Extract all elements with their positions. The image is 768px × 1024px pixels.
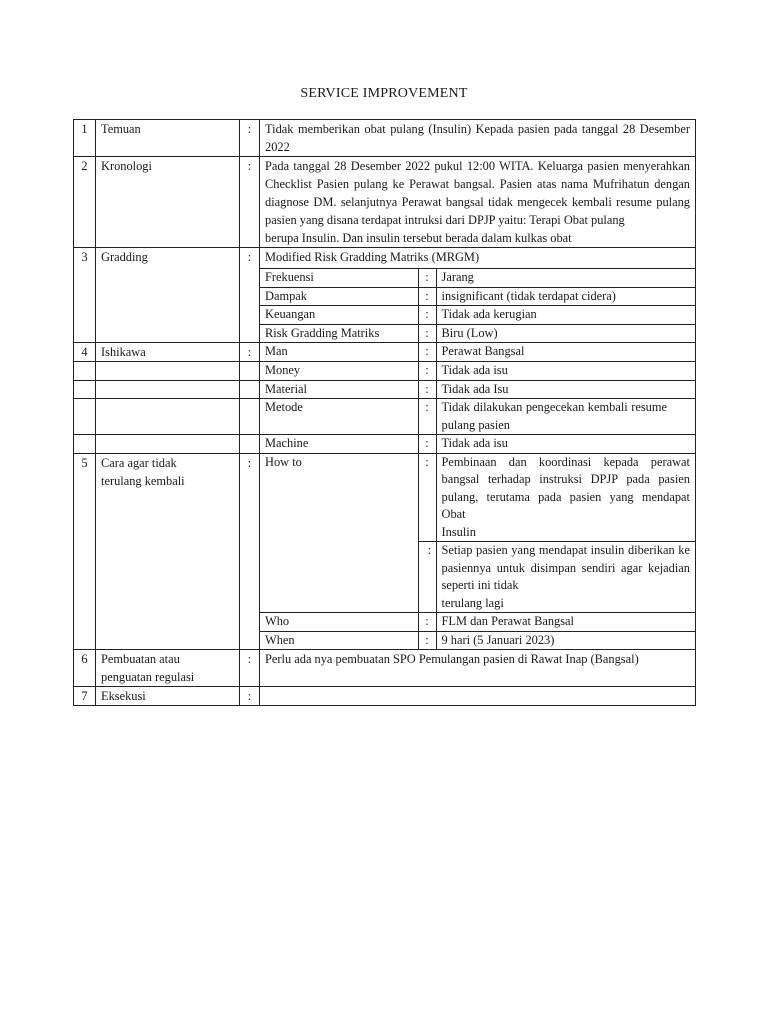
how-to-1-cell xyxy=(436,454,695,542)
row-number: 7 xyxy=(74,687,96,706)
how-to-2-cell xyxy=(436,542,695,613)
empty-cell xyxy=(96,380,240,399)
gradding-key: Frekuensi xyxy=(260,269,418,288)
separator: : xyxy=(418,613,436,632)
gradding-value: Tidak ada kerugian xyxy=(436,306,695,325)
empty-cell xyxy=(240,435,260,454)
ishikawa-value: Tidak ada Isu xyxy=(436,381,695,399)
how-to-1-text: Pembinaan dan koordinasi kepada perawat bangsal terhadap instruksi DPJP pada pasien pulang, terutama pada pasien yang mendapat Obat xyxy=(441,454,690,521)
row-number: 2 xyxy=(74,157,96,248)
separator: : xyxy=(418,542,436,613)
ishikawa-sub-table xyxy=(260,435,695,453)
separator: : xyxy=(418,269,436,288)
table-row-ishikawa-material xyxy=(74,380,696,399)
cara-cell xyxy=(260,453,696,650)
empty-cell xyxy=(96,399,240,435)
when-value: 9 hari (5 Januari 2023) xyxy=(436,631,695,649)
separator: : xyxy=(240,343,260,362)
how-to-2-text: Setiap pasien yang mendapat insulin diberikan ke pasiennya untuk disimpan sendiri agar kejadian seperti ini tidak xyxy=(441,543,690,592)
who-value: FLM dan Perawat Bangsal xyxy=(436,613,695,632)
ishikawa-cell xyxy=(260,399,696,435)
table-row-kronologi xyxy=(74,157,696,248)
row-label-cara: Cara agar tidak terulang kembali xyxy=(96,453,240,650)
table-row-pembuatan xyxy=(74,650,696,687)
separator: : xyxy=(240,453,260,650)
gradding-heading: Modified Risk Gradding Matriks (MRGM) xyxy=(265,250,480,264)
row-number: 6 xyxy=(74,650,96,687)
ishikawa-key: Money xyxy=(260,362,418,380)
separator: : xyxy=(240,157,260,248)
service-improvement-table xyxy=(73,119,696,706)
table-row-temuan xyxy=(74,120,696,157)
table-row-gradding xyxy=(74,248,696,343)
separator: : xyxy=(240,120,260,157)
gradding-key: Keuangan xyxy=(260,306,418,325)
separator: : xyxy=(418,454,436,542)
gradding-matrix-table xyxy=(260,268,695,342)
kronologi-value-last-line: berupa Insulin. Dan insulin tersebut berada dalam kulkas obat xyxy=(265,231,572,245)
empty-cell xyxy=(96,362,240,381)
empty-cell xyxy=(240,362,260,381)
ishikawa-value: Tidak ada isu xyxy=(436,362,695,380)
ishikawa-sub-table xyxy=(260,381,695,399)
row-label-kronologi: Kronologi xyxy=(96,157,240,248)
separator: : xyxy=(418,306,436,325)
empty-cell xyxy=(74,380,96,399)
when-row xyxy=(260,631,695,649)
row-label-eksekusi: Eksekusi xyxy=(96,687,240,706)
table-row-ishikawa-metode xyxy=(74,399,696,435)
gradding-value: Jarang xyxy=(436,269,695,288)
separator: : xyxy=(418,631,436,649)
empty-cell xyxy=(74,362,96,381)
ishikawa-row xyxy=(260,362,695,380)
table-row-ishikawa-machine xyxy=(74,435,696,454)
kronologi-value: Pada tanggal 28 Desember 2022 pukul 12:00 WITA. Keluarga pasien menyerahkan Checklist Pasien pulang ke Perawat bangsal. Pasien atas nama Mufrihatun dengan diagnose DM. selanjutnya Perawat bangsal tidak mengecek kembali resume pulang pasien yang disana terdapat intruksi dari DPJP yaitu: Terapi Obat pulang xyxy=(265,159,690,227)
ishikawa-sub-table xyxy=(260,399,695,434)
ishikawa-sub-table xyxy=(260,343,695,361)
empty-cell xyxy=(96,435,240,454)
gradding-row xyxy=(260,287,695,306)
table-row-ishikawa-money xyxy=(74,362,696,381)
ishikawa-cell xyxy=(260,380,696,399)
row-label-pembuatan: Pembuatan atau penguatan regulasi xyxy=(96,650,240,687)
separator: : xyxy=(418,362,436,380)
ishikawa-row xyxy=(260,381,695,399)
pembuatan-value: Perlu ada nya pembuatan SPO Pemulangan pasien di Rawat Inap (Bangsal) xyxy=(260,650,696,687)
row-label-temuan: Temuan xyxy=(96,120,240,157)
gradding-row xyxy=(260,269,695,288)
kronologi-cell xyxy=(260,157,696,248)
cara-sub-table xyxy=(260,454,695,650)
ishikawa-key: Machine xyxy=(260,435,418,453)
separator: : xyxy=(418,399,436,434)
document-title: SERVICE IMPROVEMENT xyxy=(300,86,468,101)
empty-cell xyxy=(74,435,96,454)
separator: : xyxy=(418,381,436,399)
separator: : xyxy=(240,687,260,706)
row-label-ishikawa: Ishikawa xyxy=(96,343,240,362)
table-row-ishikawa xyxy=(74,343,696,362)
how-to-2-last-line: terulang lagi xyxy=(441,595,504,610)
gradding-value: insignificant (tidak terdapat cidera) xyxy=(436,287,695,306)
ishikawa-cell xyxy=(260,362,696,381)
how-to-1-last-line: Insulin xyxy=(441,524,476,539)
who-row xyxy=(260,613,695,632)
gradding-row xyxy=(260,324,695,342)
how-to-row xyxy=(260,454,695,542)
separator: : xyxy=(418,324,436,342)
empty-cell xyxy=(240,399,260,435)
ishikawa-cell xyxy=(260,435,696,454)
row-number: 1 xyxy=(74,120,96,157)
empty-cell xyxy=(74,399,96,435)
table-row-eksekusi xyxy=(74,687,696,706)
ishikawa-key: Metode xyxy=(260,399,418,434)
eksekusi-value xyxy=(260,687,696,706)
row-number: 5 xyxy=(74,453,96,650)
ishikawa-key: Material xyxy=(260,381,418,399)
gradding-value: Biru (Low) xyxy=(436,324,695,342)
gradding-row xyxy=(260,306,695,325)
gradding-cell xyxy=(260,248,696,343)
ishikawa-cell xyxy=(260,343,696,362)
gradding-key: Dampak xyxy=(260,287,418,306)
how-to-label: How to xyxy=(260,454,418,613)
ishikawa-row xyxy=(260,435,695,453)
row-number: 3 xyxy=(74,248,96,343)
separator: : xyxy=(418,435,436,453)
ishikawa-value: Perawat Bangsal xyxy=(436,343,695,361)
ishikawa-row xyxy=(260,399,695,434)
table-row-cara xyxy=(74,453,696,650)
separator: : xyxy=(240,248,260,343)
ishikawa-row xyxy=(260,343,695,361)
separator: : xyxy=(240,650,260,687)
ishikawa-key: Man xyxy=(260,343,418,361)
when-label: When xyxy=(260,631,418,649)
separator: : xyxy=(418,343,436,361)
ishikawa-sub-table xyxy=(260,362,695,380)
ishikawa-value: Tidak ada isu xyxy=(436,435,695,453)
temuan-value: Tidak memberikan obat pulang (Insulin) Kepada pasien pada tanggal 28 Desember 2022 xyxy=(260,120,696,157)
gradding-key: Risk Gradding Matriks xyxy=(260,324,418,342)
row-label-gradding: Gradding xyxy=(96,248,240,343)
ishikawa-value: Tidak dilakukan pengecekan kembali resume pulang pasien xyxy=(436,399,695,434)
who-label: Who xyxy=(260,613,418,632)
row-number: 4 xyxy=(74,343,96,362)
empty-cell xyxy=(240,380,260,399)
separator: : xyxy=(418,287,436,306)
